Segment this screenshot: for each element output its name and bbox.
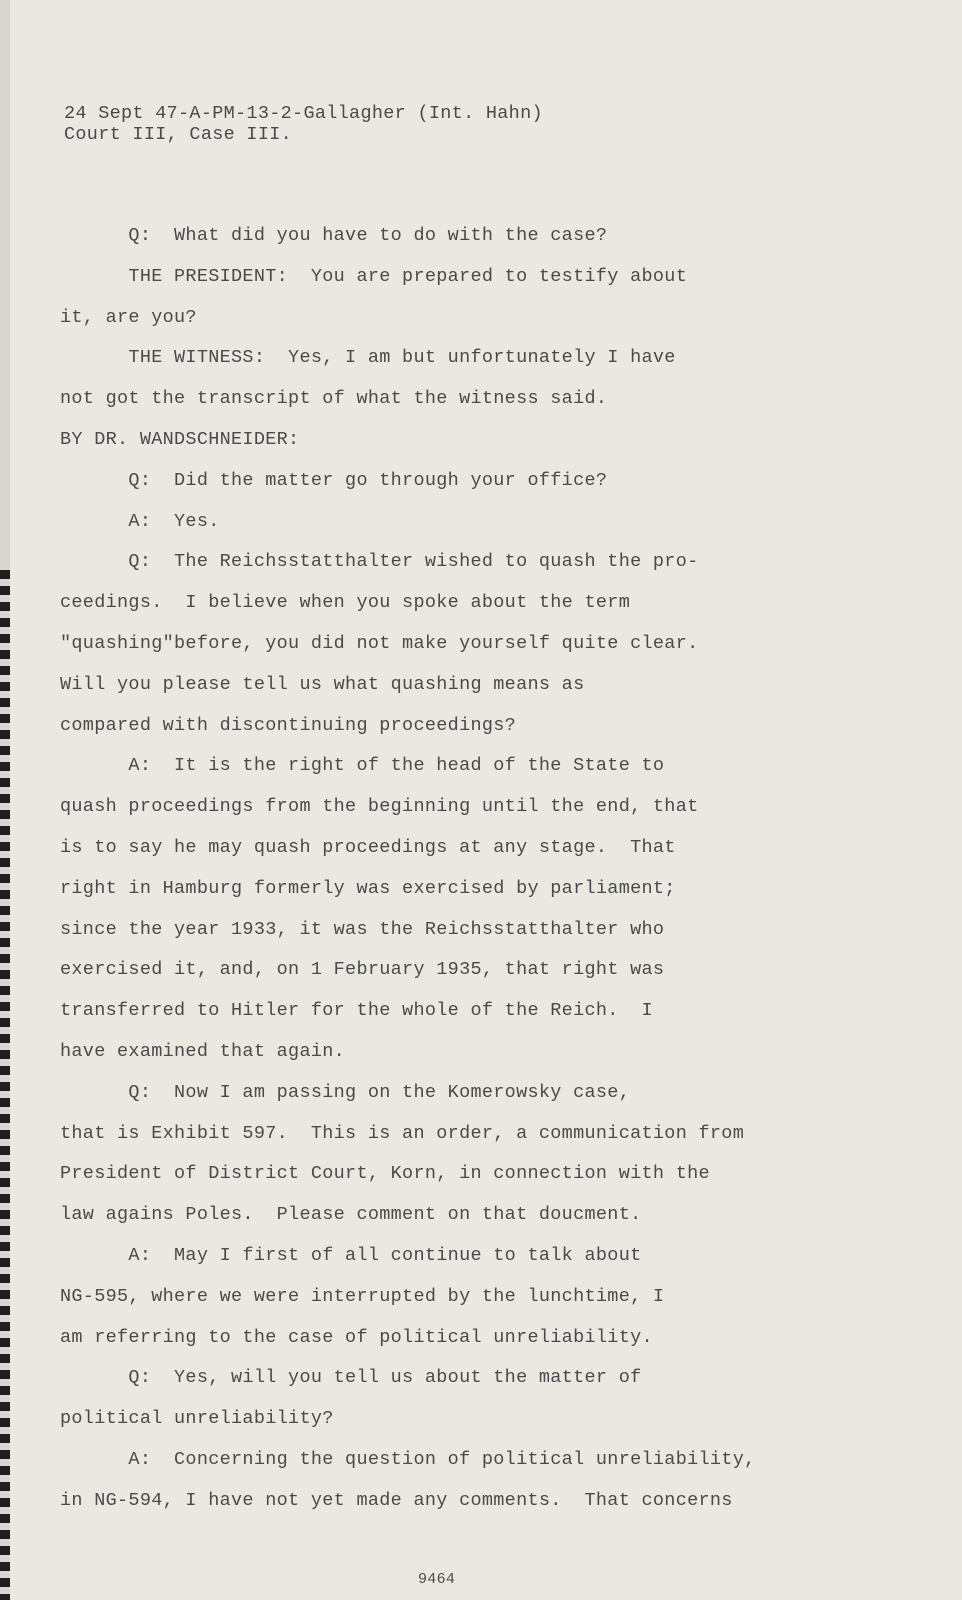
transcript-line: quash proceedings from the beginning until the end, that	[60, 796, 699, 818]
transcript-line: Q: The Reichsstatthalter wished to quash the pro-	[60, 551, 699, 573]
transcript-line: transferred to Hitler for the whole of the Reich. I	[60, 1000, 653, 1022]
transcript-line: A: Concerning the question of political unreliability,	[60, 1449, 756, 1470]
transcript-line: have examined that again.	[60, 1041, 346, 1062]
transcript-line: A: May I first of all continue to talk about	[60, 1245, 642, 1266]
header-line-1: 24 Sept 47-A-PM-13-2-Gallagher (Int. Hahn)	[64, 103, 543, 124]
page-number: 9464	[418, 1571, 456, 1588]
transcript-line: NG-595, where we were interrupted by the lunchtime, I	[60, 1285, 665, 1307]
transcript-line: it, are you?	[60, 306, 197, 328]
transcript-line: Q: Now I am passing on the Komerowsky case,	[60, 1081, 631, 1103]
transcript-line: A: Yes.	[60, 510, 220, 532]
transcript-line: political unreliability?	[60, 1408, 334, 1430]
transcript-line: in NG-594, I have not yet made any comments. That concerns	[60, 1489, 733, 1511]
transcript-line: ceedings. I believe when you spoke about the term	[60, 592, 631, 614]
header-line-2: Court III, Case III.	[64, 124, 293, 145]
transcript-line: Q: What did you have to do with the case?	[60, 225, 608, 246]
transcript-line: law agains Poles. Please comment on that doucment.	[60, 1204, 642, 1226]
transcript-line: THE WITNESS: Yes, I am but unfortunately I have	[60, 347, 676, 369]
transcript-line: not got the transcript of what the witness said.	[60, 388, 608, 410]
transcript-line: that is Exhibit 597. This is an order, a communication from	[60, 1122, 745, 1144]
transcript-line: BY DR. WANDSCHNEIDER:	[60, 429, 300, 450]
transcript-line: right in Hamburg formerly was exercised by parliament;	[60, 877, 676, 899]
document-header	[64, 103, 543, 145]
transcript-line: exercised it, and, on 1 February 1935, that right was	[60, 959, 665, 981]
transcript-line: Q: Yes, will you tell us about the matter of	[60, 1367, 642, 1389]
transcript-line: "quashing"before, you did not make yourself quite clear.	[60, 633, 699, 654]
transcript-line: President of District Court, Korn, in connection with the	[60, 1163, 710, 1185]
transcript-line: since the year 1933, it was the Reichsstatthalter who	[60, 918, 665, 940]
transcript-line: Q: Did the matter go through your office?	[60, 469, 608, 491]
binder-holes	[0, 570, 10, 1600]
transcript-line: is to say he may quash proceedings at any stage. That	[60, 837, 676, 858]
transcript-line: compared with discontinuing proceedings?	[60, 714, 517, 736]
transcript-line: Will you please tell us what quashing means as	[60, 673, 585, 695]
transcript-line: am referring to the case of political unreliability.	[60, 1326, 653, 1348]
transcript-line: A: It is the right of the head of the State to	[60, 755, 665, 777]
transcript-line: THE PRESIDENT: You are prepared to testify about	[60, 265, 688, 287]
